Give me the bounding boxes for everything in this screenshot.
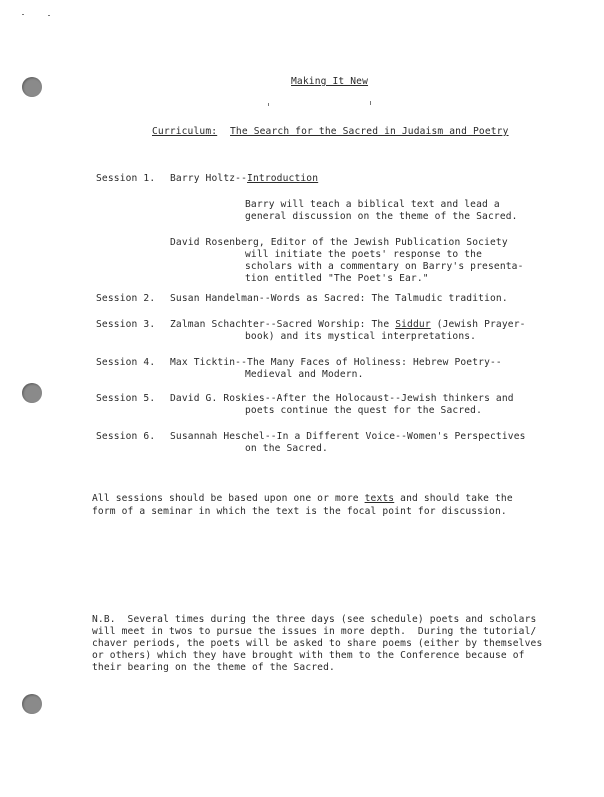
all-sessions-line [92, 493, 513, 505]
all-sessions-line-start: All sessions should be based upon one or more [92, 493, 365, 504]
punch-hole [22, 77, 42, 97]
siddur-term: Siddur [395, 319, 431, 330]
session-5-line: David G. Roskies--After the Holocaust--Jewish thinkers and [170, 393, 514, 404]
session-6-line: on the Sacred. [245, 443, 328, 454]
scan-speck [268, 103, 269, 106]
nb-line: will meet in twos to pursue the issues in more depth. During the tutorial/ [92, 626, 537, 637]
punch-hole [22, 383, 42, 403]
session-1-label: Session 1. [96, 173, 156, 184]
session-1-extra-line: David Rosenberg, Editor of the Jewish Publication Society [170, 237, 508, 248]
scan-speck [22, 14, 24, 15]
session-3-label: Session 3. [96, 319, 156, 330]
session-1-speaker-name: Barry Holtz-- [170, 173, 248, 184]
scan-speck [48, 15, 50, 16]
all-sessions-line: form of a seminar in which the text is the focal point for discussion. [92, 506, 507, 517]
session-1-line: Barry will teach a biblical text and lead a [245, 199, 500, 210]
session-3-line: book) and its mystical interpretations. [245, 331, 477, 342]
punch-hole [22, 694, 42, 714]
session-1-speaker [170, 173, 318, 185]
session-4-line: Medieval and Modern. [245, 369, 364, 380]
session-1-topic: Introduction [247, 173, 319, 184]
nb-line: N.B. Several times during the three days (see schedule) poets and scholars [92, 614, 537, 625]
session-5-line: poets continue the quest for the Sacred. [245, 405, 483, 416]
session-3-line [170, 319, 526, 331]
session-4-label: Session 4. [96, 357, 156, 368]
session-3-line-start: Zalman Schachter--Sacred Worship: The [170, 319, 396, 330]
nb-line: their bearing on the theme of the Sacred. [92, 662, 335, 673]
texts-term: texts [364, 493, 395, 504]
scan-speck [370, 101, 371, 105]
nb-line: chaver periods, the poets will be asked to share poems (either by themselves [92, 638, 543, 649]
session-6-line: Susannah Heschel--In a Different Voice--Women's Perspectives [170, 431, 526, 442]
nb-line: or others) which they have brought with them to the Conference because of [92, 650, 525, 661]
curriculum-label: Curriculum: [152, 126, 218, 137]
session-2-line: Susan Handelman--Words as Sacred: The Talmudic tradition. [170, 293, 508, 304]
session-3-line-end: (Jewish Prayer- [430, 319, 526, 330]
session-6-label: Session 6. [96, 431, 156, 442]
document-title: Making It New [291, 76, 369, 87]
session-1-extra-line: will initiate the poets' response to the [245, 249, 483, 260]
curriculum-title: The Search for the Sacred in Judaism and Poetry [230, 126, 509, 137]
session-2-label: Session 2. [96, 293, 156, 304]
session-1-line: general discussion on the theme of the Sacred. [245, 211, 518, 222]
session-1-extra-line: tion entitled "The Poet's Ear." [245, 273, 429, 284]
session-1-extra-line: scholars with a commentary on Barry's presenta- [245, 261, 524, 272]
session-5-label: Session 5. [96, 393, 156, 404]
session-4-line: Max Ticktin--The Many Faces of Holiness: Hebrew Poetry-- [170, 357, 502, 368]
all-sessions-line-end: and should take the [394, 493, 513, 504]
